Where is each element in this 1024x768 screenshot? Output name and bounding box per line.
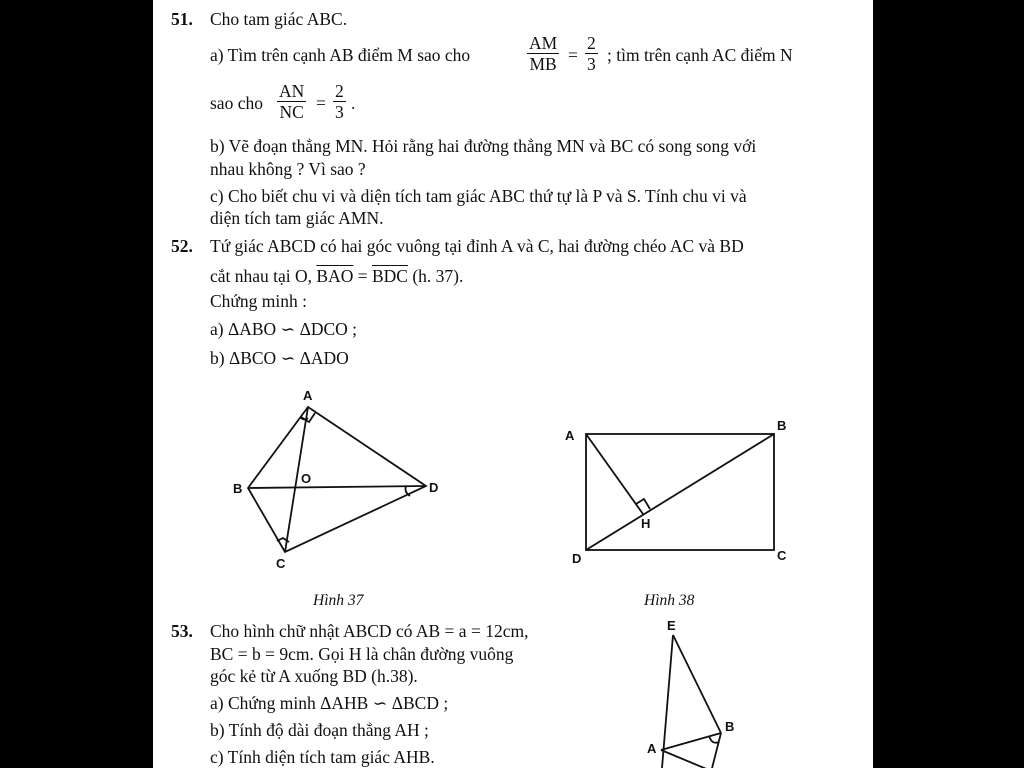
problem-51c-line2: diện tích tam giác AMN.: [210, 208, 384, 228]
problem-52-line2: [210, 265, 463, 287]
angle-mark-b: [709, 736, 719, 743]
fraction-an: AN: [279, 81, 305, 101]
problem-52-line1: Tứ giác ABCD có hai góc vuông tại đỉnh A và C, hai đường chéo AC và BD: [210, 236, 744, 256]
problem-53-line1: Cho hình chữ nhật ABCD có AB = a = 12cm,: [210, 621, 529, 641]
problem-52a: a) ΔABO ∽ ΔDCO ;: [210, 319, 358, 339]
fraction-am: AM: [529, 33, 558, 53]
label-h-38: H: [641, 516, 651, 531]
label-c-37: C: [276, 556, 286, 571]
problem-53-line2: BC = b = 9cm. Gọi H là chân đường vuông: [210, 644, 514, 664]
segment-e-b: [673, 635, 721, 733]
diagonal-db: [586, 434, 774, 550]
fraction-two-thirds-2: [333, 81, 346, 122]
problem-51a-prefix2: sao cho: [210, 93, 263, 113]
numerator-2b: 2: [335, 81, 344, 101]
figure-38: [153, 380, 873, 620]
label-a-37: A: [303, 388, 313, 403]
fraction-nc: NC: [279, 102, 304, 122]
problem-52-number: 52.: [171, 236, 193, 256]
period: .: [351, 93, 356, 113]
problem-51b-line1: b) Vẽ đoạn thẳng MN. Hỏi rằng hai đường thẳng MN và BC có song song với: [210, 136, 757, 156]
caption-figure-37: Hình 37: [313, 592, 364, 609]
problem-51b-line2: nhau không ? Vì sao ?: [210, 159, 366, 179]
problem-51-intro: Cho tam giác ABC.: [210, 9, 348, 29]
problem-51c-line1: c) Cho biết chu vi và diện tích tam giác ABC thứ tự là P và S. Tính chu vi và: [210, 186, 747, 206]
segment-a-lower: [661, 750, 733, 768]
problem-53a: a) Chứng minh ΔAHB ∽ ΔBCD ;: [210, 693, 449, 713]
denominator-3b: 3: [335, 102, 344, 122]
problem-52-line2-suffix: (h. 37).: [412, 266, 464, 286]
problem-53-number: 53.: [171, 621, 193, 641]
problem-52-prove: Chứng minh :: [210, 291, 307, 311]
problem-51a-mid: ; tìm trên cạnh AC điểm N: [607, 45, 793, 65]
denominator-3: 3: [587, 54, 596, 74]
caption-figure-38: Hình 38: [644, 592, 695, 609]
figure-39-partial: [153, 610, 873, 768]
label-d-37: D: [429, 480, 439, 495]
problem-51-number: 51.: [171, 9, 193, 29]
label-d-38: D: [572, 551, 582, 566]
angle-bdc: $\overline{BDC}$: [372, 266, 408, 286]
label-a-39: A: [647, 741, 657, 756]
fraction-an-nc: [277, 81, 306, 122]
problem-51a-prefix: a) Tìm trên cạnh AB điểm M sao cho: [210, 45, 471, 65]
problem-52-line2-prefix: cắt nhau tại O,: [210, 266, 313, 286]
problem-53c: c) Tính diện tích tam giác AHB.: [210, 747, 435, 767]
textbook-page: [153, 0, 873, 768]
label-a-38: A: [565, 428, 575, 443]
label-b-37: B: [233, 481, 243, 496]
label-c-38: C: [777, 548, 787, 563]
angle-equals: =: [357, 266, 368, 286]
problem-53b: b) Tính độ dài đoạn thẳng AH ;: [210, 720, 429, 740]
numerator-2: 2: [587, 33, 596, 53]
label-b-39: B: [725, 719, 735, 734]
fraction-two-thirds-1: [585, 33, 598, 74]
problem-53-line3: góc kẻ từ A xuống BD (h.38).: [210, 666, 418, 686]
altitude-ah: [586, 434, 643, 514]
equals-sign-2: =: [316, 93, 326, 113]
problem-52b: b) ΔBCO ∽ ΔADO: [210, 348, 349, 368]
label-o-37: O: [301, 471, 312, 486]
angle-bao: $\overline{BAO}$: [316, 266, 354, 286]
fraction-am-mb: [527, 33, 559, 74]
label-e-39: E: [667, 618, 676, 633]
label-b-38: B: [777, 418, 787, 433]
equals-sign-1: =: [568, 45, 578, 65]
fraction-mb: MB: [529, 54, 557, 74]
